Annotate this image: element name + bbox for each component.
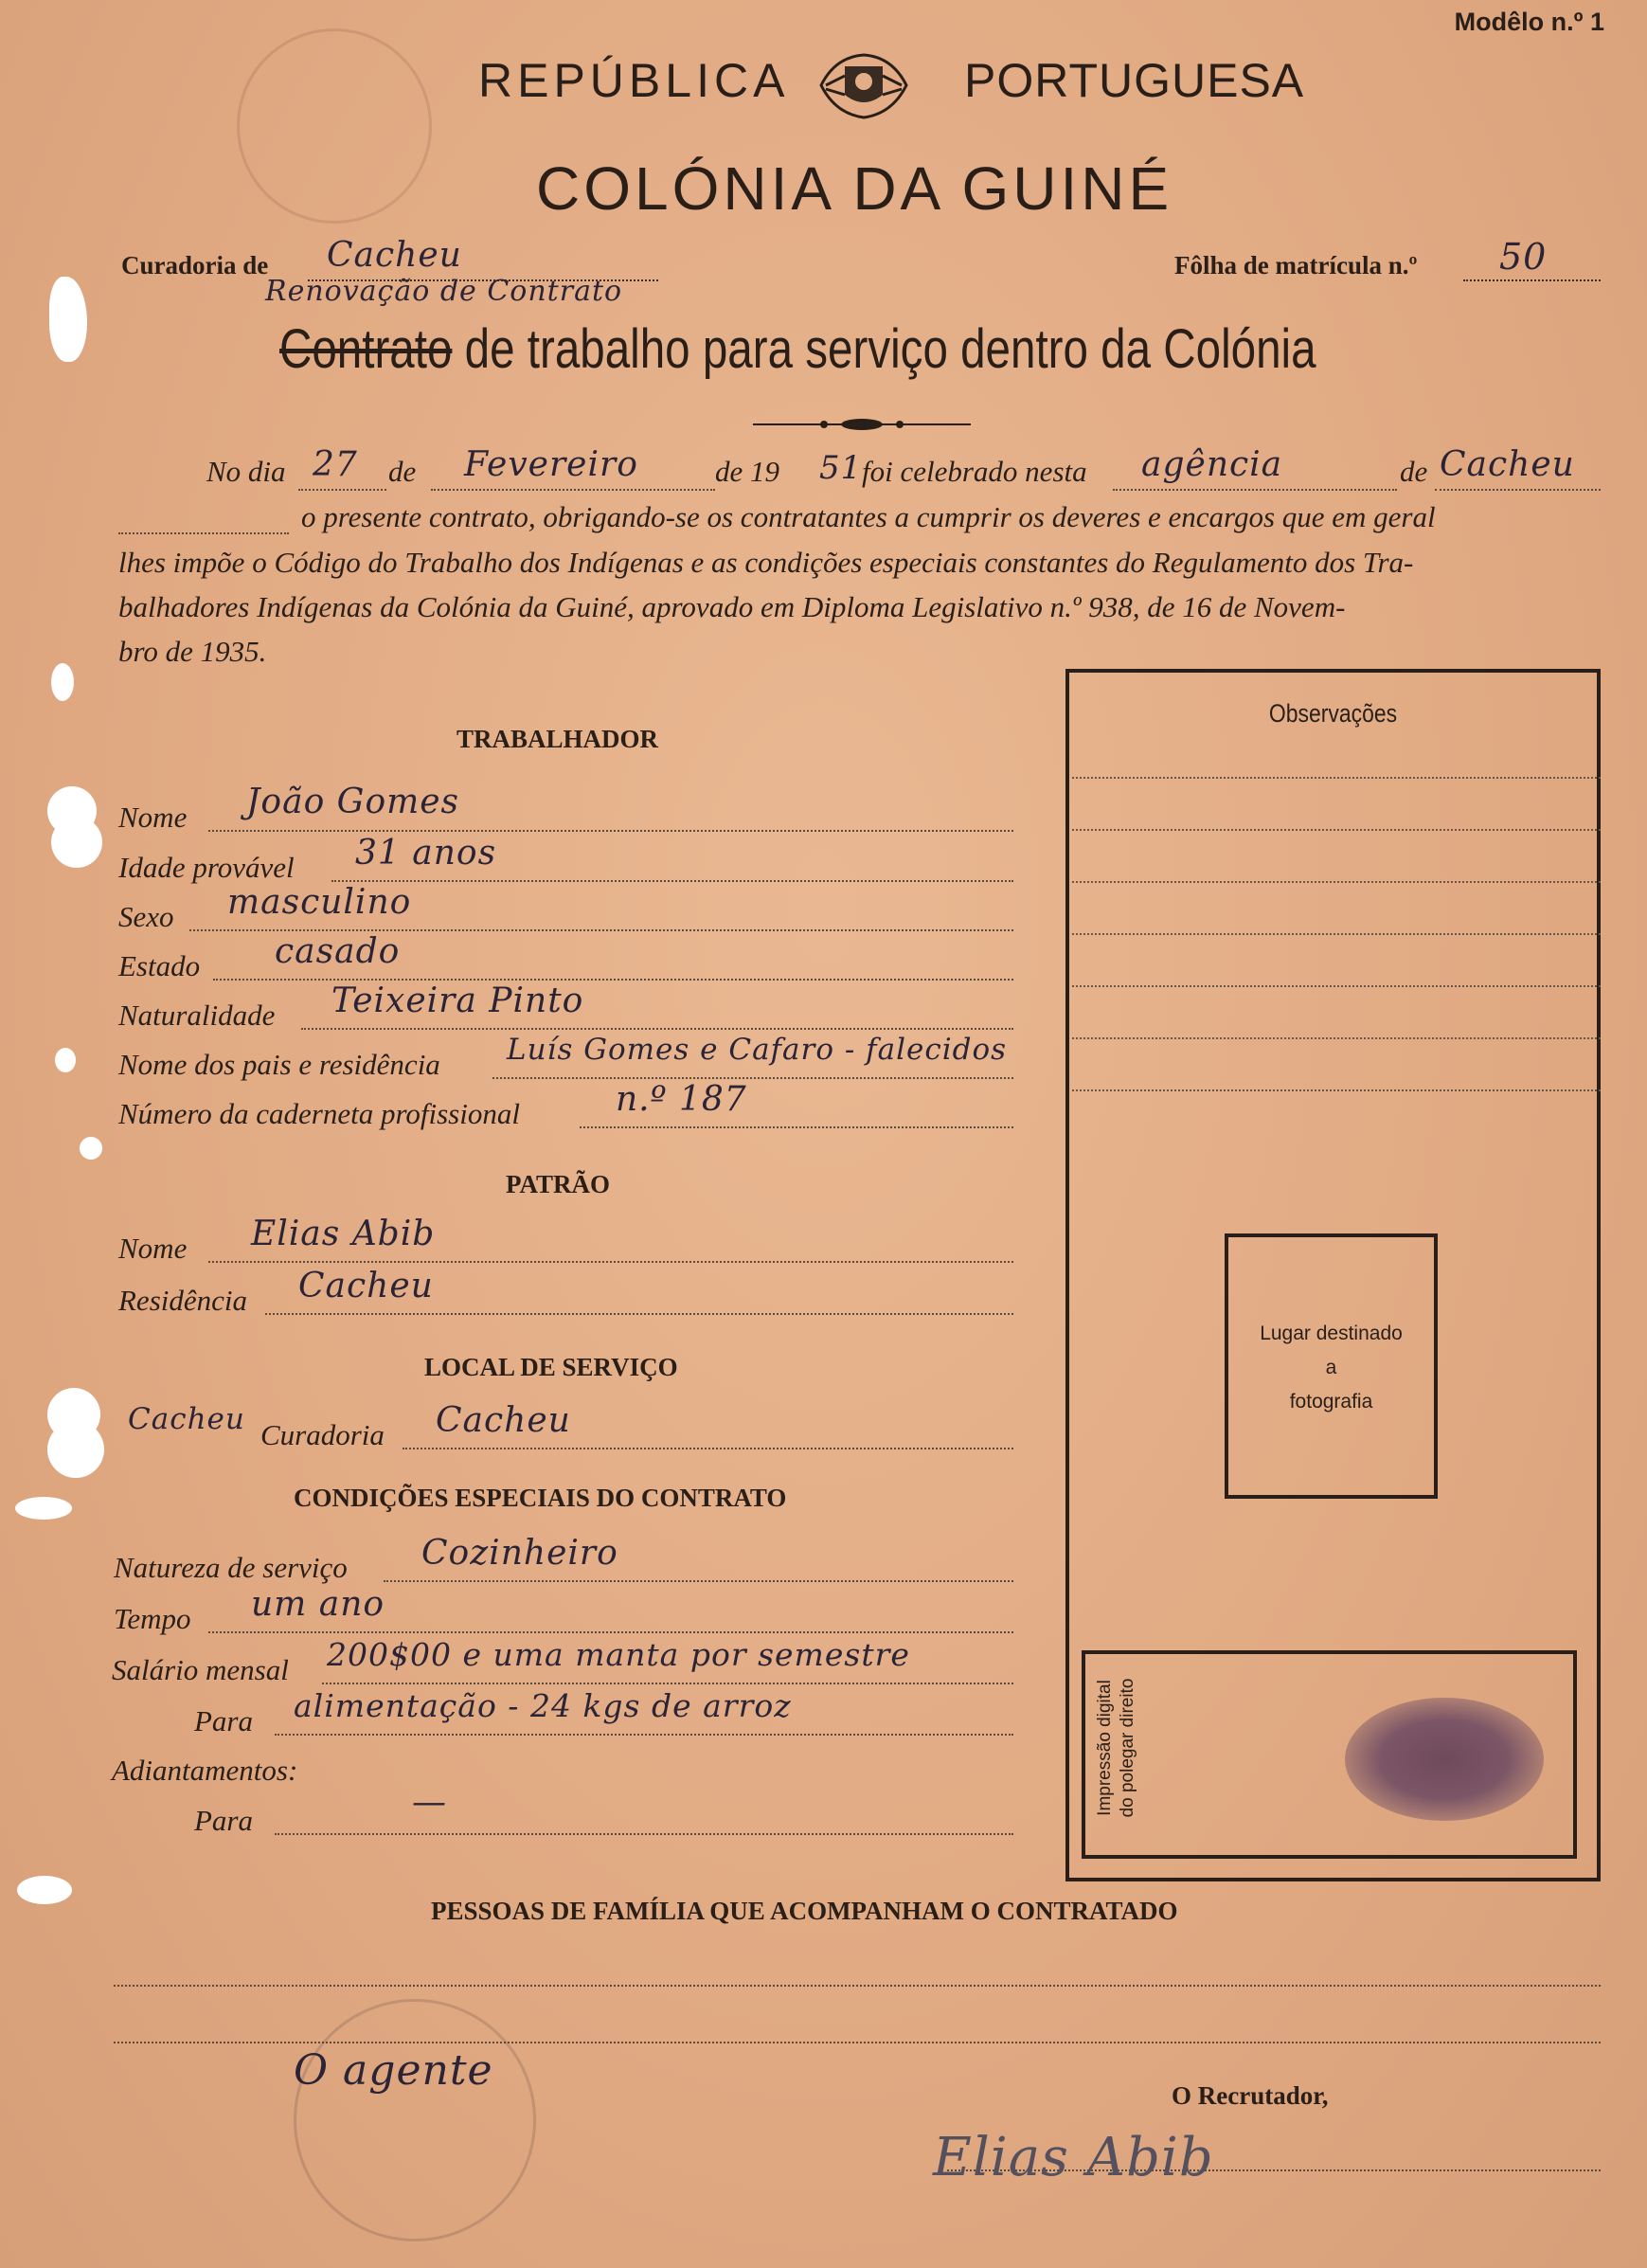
paper-hole bbox=[80, 1137, 102, 1160]
advance-for: — bbox=[412, 1783, 447, 1822]
intro-line2: o presente contrato, obrigando-se os contratantes a cumprir os deveres e encargos que em geral bbox=[301, 500, 1436, 533]
paper-hole bbox=[17, 1876, 72, 1904]
intro-place2: Cacheu bbox=[1440, 445, 1575, 484]
observations-row-line bbox=[1072, 933, 1601, 935]
allowance-for: alimentação - 24 kgs de arroz bbox=[294, 1687, 792, 1724]
employer-residence: Cacheu bbox=[298, 1267, 434, 1305]
paper-hole bbox=[51, 817, 102, 868]
duration: um ano bbox=[251, 1585, 385, 1624]
official-stamp bbox=[294, 1999, 536, 2241]
photo-label-line: fotografia bbox=[1289, 1391, 1373, 1413]
employer-name-label: Nome bbox=[118, 1232, 188, 1265]
worker-birthplace-label: Naturalidade bbox=[118, 999, 276, 1032]
salary: 200$00 e uma manta por semestre bbox=[327, 1636, 910, 1673]
worker-sex-label: Sexo bbox=[118, 900, 174, 933]
intro-de3: de bbox=[1400, 455, 1428, 488]
intro-day: 27 bbox=[313, 445, 358, 484]
observations-row-line bbox=[1072, 881, 1601, 883]
photo-label bbox=[1225, 1317, 1438, 1419]
colony-title: COLÓNIA DA GUINÉ bbox=[536, 154, 1173, 223]
worker-heading: TRABALHADOR bbox=[457, 725, 659, 753]
worker-name: João Gomes bbox=[246, 783, 460, 821]
folha-label: Fôlha de matrícula n.º bbox=[1174, 251, 1418, 279]
title-rest: de trabalho para serviço dentro da Colónia bbox=[464, 318, 1316, 380]
worker-status: casado bbox=[275, 932, 401, 971]
service-nature: Cozinheiro bbox=[421, 1534, 618, 1573]
worker-parents: Luís Gomes e Cafaro - falecidos bbox=[507, 1033, 1008, 1067]
intro-month: Fevereiro bbox=[464, 445, 638, 484]
worker-name-label: Nome bbox=[118, 801, 188, 834]
intro-paragraph bbox=[0, 445, 1647, 692]
service-location-place: Cacheu bbox=[128, 1402, 245, 1436]
service-curadoria-label: Curadoria bbox=[260, 1418, 385, 1451]
observations-title: Observações bbox=[1268, 699, 1398, 728]
contract-title bbox=[279, 317, 1316, 381]
paper-hole bbox=[55, 1048, 76, 1072]
salary-label: Salário mensal bbox=[112, 1653, 289, 1686]
employer-name: Elias Abib bbox=[251, 1215, 436, 1253]
curadoria-value: Cacheu bbox=[327, 236, 462, 275]
thumbprint-label-line: do polegar direito bbox=[1118, 1678, 1137, 1818]
allowance-for-label: Para bbox=[194, 1704, 253, 1737]
intro-place: agência bbox=[1141, 445, 1283, 484]
paper-hole bbox=[15, 1497, 72, 1520]
thumbprint-label bbox=[1094, 1653, 1151, 1843]
worker-sex: masculino bbox=[227, 883, 412, 922]
intro-celebrado: foi celebrado nesta bbox=[862, 455, 1087, 488]
worker-age-label: Idade provável bbox=[118, 851, 295, 884]
employer-heading: PATRÃO bbox=[506, 1170, 610, 1198]
advances-label: Adiantamentos: bbox=[112, 1754, 298, 1787]
recruiter-signature: Elias Abib bbox=[933, 2127, 1214, 2188]
observations-row-line bbox=[1072, 985, 1601, 987]
advance-for-line bbox=[275, 1801, 1013, 1835]
advance-for-label: Para bbox=[194, 1804, 253, 1837]
thumbprint-label-line: Impressão digital bbox=[1095, 1680, 1115, 1816]
thumbprint-image bbox=[1345, 1698, 1544, 1821]
conditions-heading: CONDIÇÕES ESPECIAIS DO CONTRATO bbox=[294, 1484, 787, 1512]
observations-row-line bbox=[1072, 1089, 1601, 1091]
title-struck-word: Contrato bbox=[279, 318, 453, 380]
worker-birthplace: Teixeira Pinto bbox=[331, 981, 584, 1020]
ornament-divider bbox=[753, 417, 971, 432]
agent-signature: O agente bbox=[294, 2046, 493, 2095]
photo-label-line: a bbox=[1325, 1357, 1337, 1378]
observations-row-line bbox=[1072, 1037, 1601, 1039]
faded-stamp bbox=[237, 28, 432, 224]
intro-de1: de bbox=[388, 455, 417, 488]
intro-line5: bro de 1935. bbox=[118, 635, 267, 668]
service-nature-label: Natureza de serviço bbox=[114, 1551, 348, 1584]
folha-value: 50 bbox=[1499, 236, 1548, 278]
intro-de2: de 19 bbox=[715, 455, 780, 488]
renewal-annotation: Renovação de Contrato bbox=[265, 275, 623, 308]
intro-blank-line bbox=[118, 504, 289, 534]
intro-no-dia: No dia bbox=[206, 455, 286, 488]
coat-of-arms-icon bbox=[816, 47, 911, 123]
service-curadoria: Cacheu bbox=[436, 1401, 571, 1440]
republic-left: REPÚBLICA bbox=[478, 54, 790, 107]
employer-residence-label: Residência bbox=[118, 1284, 248, 1317]
worker-parents-label: Nome dos pais e residência bbox=[118, 1048, 440, 1081]
photo-label-line: Lugar destinado bbox=[1260, 1323, 1403, 1344]
curadoria-label: Curadoria de bbox=[121, 251, 269, 279]
family-line-1 bbox=[114, 1966, 1601, 1987]
worker-status-label: Estado bbox=[118, 949, 201, 982]
recruiter-label: O Recrutador, bbox=[1172, 2081, 1329, 2110]
family-heading: PESSOAS DE FAMÍLIA QUE ACOMPANHAM O CONTRATADO bbox=[431, 1897, 1178, 1925]
intro-line3: lhes impõe o Código do Trabalho dos Indígenas e as condições especiais constantes do Regulamento dos Tra- bbox=[118, 546, 1414, 579]
folha-line bbox=[1463, 236, 1601, 281]
service-location-heading: LOCAL DE SERVIÇO bbox=[424, 1353, 678, 1381]
worker-age: 31 anos bbox=[355, 834, 497, 873]
paper-hole bbox=[47, 1421, 104, 1478]
worker-booklet: n.º 187 bbox=[616, 1080, 747, 1119]
paper-hole bbox=[49, 277, 87, 362]
intro-line4: balhadores Indígenas da Colónia da Guiné, aprovado em Diploma Legislativo n.º 938, de 16 de Novem- bbox=[118, 590, 1346, 623]
model-number: Modêlo n.º 1 bbox=[1454, 8, 1604, 36]
duration-label: Tempo bbox=[114, 1602, 191, 1635]
republic-right: PORTUGUESA bbox=[964, 54, 1305, 107]
intro-year: 51 bbox=[819, 449, 863, 487]
worker-booklet-label: Número da caderneta profissional bbox=[118, 1097, 520, 1130]
observations-row-line bbox=[1072, 829, 1601, 831]
observations-row-line bbox=[1072, 777, 1601, 779]
